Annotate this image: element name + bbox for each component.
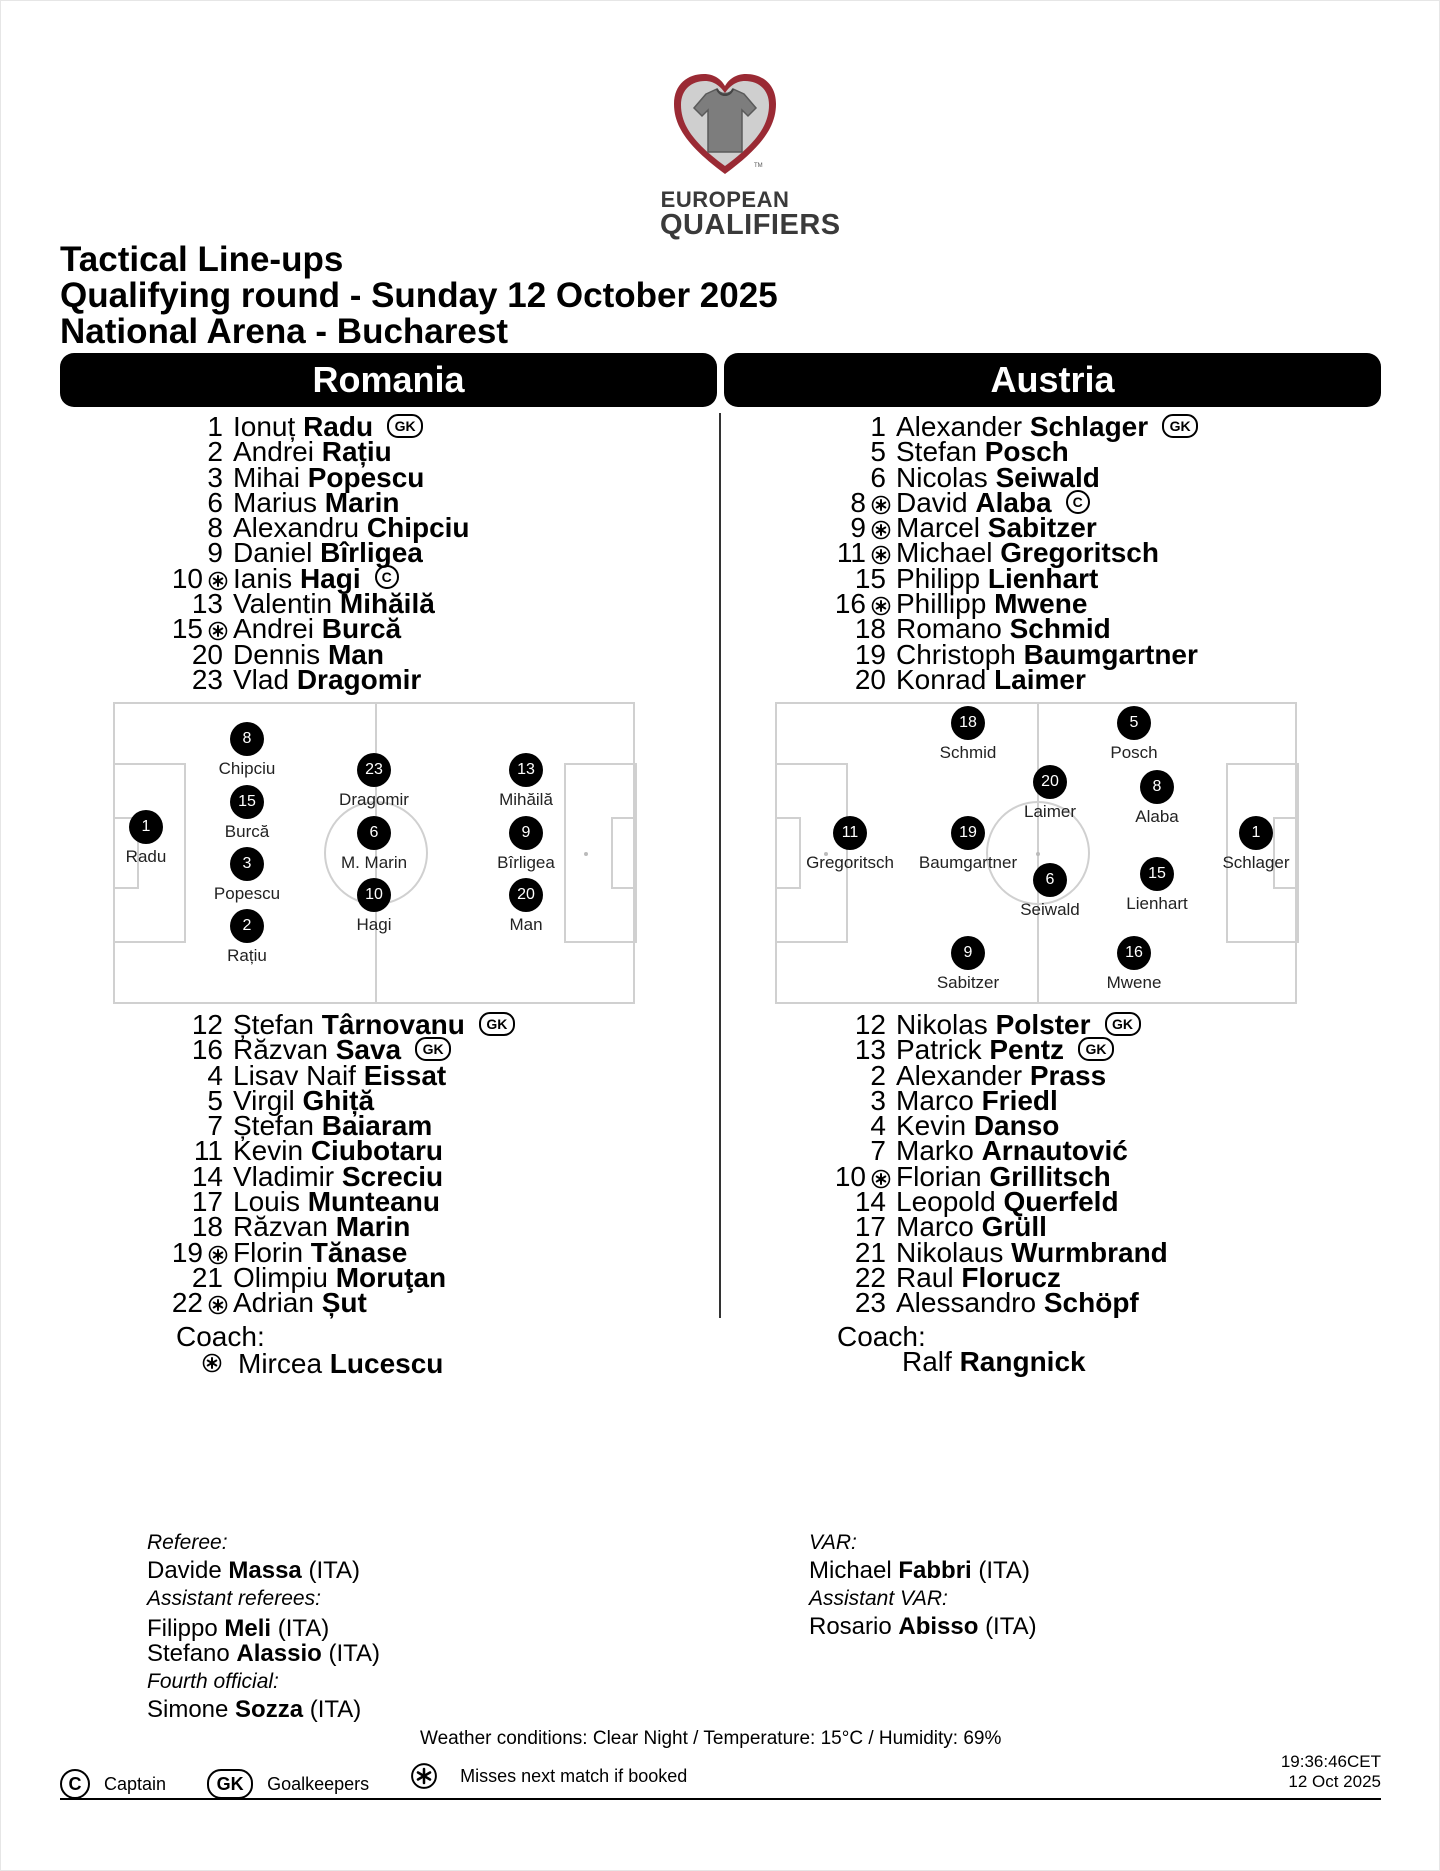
formation-player — [451, 816, 601, 873]
player-first-name: Nikolaus — [896, 1236, 1004, 1268]
shirt-number: 16 — [191, 1034, 223, 1066]
player-row — [191, 663, 470, 695]
formation-player-name: Bîrligea — [497, 853, 555, 872]
player-first-name: Raul — [896, 1261, 954, 1293]
shirt-number-disc: 20 — [509, 878, 543, 912]
away-substitutes-list — [834, 1009, 1168, 1319]
shirt-number-disc: 19 — [951, 816, 985, 850]
formation-player-name: Popescu — [213, 884, 281, 903]
shirt-number: 8 — [850, 486, 866, 518]
formation-player-name: Sabitzer — [936, 973, 1000, 992]
formation-player — [893, 706, 1043, 763]
goalkeeper-icon: GK — [1078, 1037, 1114, 1061]
shirt-number-disc: 2 — [230, 909, 264, 943]
shirt-heart-icon — [670, 70, 780, 178]
shirt-number: 15 — [854, 562, 886, 594]
shirt-number: 8 — [207, 512, 223, 544]
player-first-name: Phillipp — [896, 588, 987, 620]
player-first-name: Olimpiu — [233, 1261, 328, 1293]
player-first-name: Virgil — [233, 1084, 295, 1116]
formation-player-name: Dragomir — [339, 790, 409, 809]
player-first-name: Marius — [233, 486, 318, 518]
timestamp-date: 12 Oct 2025 — [1288, 1772, 1381, 1791]
player-last-name: Man — [327, 638, 384, 670]
shirt-number-disc: 10 — [357, 878, 391, 912]
shirt-number-disc: 9 — [951, 936, 985, 970]
player-last-name: Grillitsch — [989, 1160, 1111, 1192]
formation-player — [451, 753, 601, 810]
formation-player — [451, 878, 601, 935]
player-first-name: Florian — [896, 1160, 982, 1192]
player-first-name: Lisav Naif — [233, 1059, 356, 1091]
player-first-name: Ianis — [233, 562, 293, 594]
shirt-number: 11 — [193, 1135, 223, 1167]
weather-conditions: Weather conditions: Clear Night / Temperature: 15°C / Humidity: 69% — [420, 1728, 1002, 1749]
player-last-name: Querfeld — [1003, 1186, 1119, 1218]
logo-line-qualifiers: QUALIFIERS — [660, 209, 841, 241]
player-first-name: Christoph — [896, 638, 1016, 670]
away-coach-first: Ralf — [902, 1346, 952, 1377]
player-first-name: Marcel — [896, 512, 981, 544]
player-last-name: Marin — [335, 1211, 411, 1243]
formation-player-name: Radu — [125, 847, 167, 866]
shirt-number-disc: 8 — [230, 722, 264, 756]
shirt-number: 10 — [834, 1160, 866, 1192]
goalkeeper-icon: GK — [207, 1769, 253, 1799]
player-first-name: Adrian — [233, 1287, 314, 1319]
player-last-name: Prass — [1029, 1059, 1107, 1091]
booked-star-icon — [871, 518, 891, 543]
shirt-number: 3 — [207, 461, 223, 493]
player-last-name: Schmid — [1009, 613, 1111, 645]
away-coach-last: Rangnick — [959, 1346, 1086, 1377]
formation-player-name: Schlager — [1222, 853, 1290, 872]
player-first-name: Konrad — [896, 663, 987, 695]
player-last-name: Posch — [984, 436, 1069, 468]
formation-player-name: Man — [509, 915, 543, 934]
home-coach-label: Coach: — [176, 1321, 265, 1352]
shirt-number-disc: 15 — [230, 785, 264, 819]
assistant-referee-1: Filippo Meli (ITA) — [147, 1615, 330, 1642]
generated-timestamp — [1281, 1752, 1381, 1792]
player-last-name: Târnovanu — [321, 1009, 465, 1040]
player-first-name: Philipp — [896, 562, 981, 594]
formation-player-name: Mihăilă — [499, 790, 553, 809]
player-first-name: Vladimir — [233, 1160, 335, 1192]
european-qualifiers-logo — [660, 70, 841, 241]
player-first-name: Ionuț — [233, 411, 296, 442]
player-first-name: Kevin — [896, 1110, 967, 1142]
shirt-number: 1 — [207, 411, 223, 442]
shirt-number: 9 — [850, 512, 866, 544]
captain-icon: C — [375, 565, 399, 589]
shirt-number: 23 — [191, 663, 223, 695]
shirt-number: 9 — [207, 537, 223, 569]
shirt-number: 7 — [207, 1110, 223, 1142]
officials-left — [147, 1529, 380, 1724]
player-last-name: Munteanu — [307, 1186, 440, 1218]
shirt-number-disc: 23 — [357, 753, 391, 787]
player-last-name: Polster — [995, 1009, 1091, 1040]
player-first-name: Ștefan — [233, 1009, 314, 1040]
player-last-name: Sava — [335, 1034, 402, 1066]
formation-player-name: Baumgartner — [918, 853, 1018, 872]
player-first-name: Daniel — [233, 537, 313, 569]
player-last-name: Gregoritsch — [1000, 537, 1159, 569]
shirt-number-disc: 1 — [1239, 816, 1273, 850]
player-last-name: Sabitzer — [987, 512, 1097, 544]
player-first-name: Michael — [896, 537, 993, 569]
player-last-name: Danso — [973, 1110, 1060, 1142]
home-coach — [202, 1348, 443, 1380]
shirt-number: 15 — [171, 613, 203, 645]
booked-star-icon — [871, 493, 891, 518]
goalkeeper-icon: GK — [1105, 1012, 1141, 1036]
formation-player — [299, 816, 449, 873]
shirt-number-disc: 11 — [833, 816, 867, 850]
home-starting-list — [171, 411, 470, 695]
home-coach-last: Lucescu — [329, 1348, 444, 1379]
player-first-name: Alessandro — [896, 1287, 1037, 1319]
team-header-away: Austria — [724, 353, 1381, 407]
player-last-name: Pentz — [989, 1034, 1065, 1066]
formation-player-name: Burcă — [224, 822, 270, 841]
player-first-name: David — [896, 486, 968, 518]
shirt-number-disc: 6 — [357, 816, 391, 850]
player-first-name: Romano — [896, 613, 1002, 645]
formation-player — [1082, 857, 1232, 914]
player-first-name: Vlad — [233, 663, 290, 695]
player-last-name: Lienhart — [987, 562, 1099, 594]
shirt-number: 11 — [836, 537, 866, 569]
player-last-name: Schlager — [1029, 411, 1149, 442]
player-first-name: Nikolas — [896, 1009, 988, 1040]
shirt-number: 2 — [870, 1059, 886, 1091]
player-last-name: Moruţan — [335, 1261, 447, 1293]
player-last-name: Baiaram — [321, 1110, 433, 1142]
formation-player-name: Mwene — [1106, 973, 1162, 992]
formation-player-name: Gregoritsch — [806, 853, 894, 872]
player-last-name: Schöpf — [1043, 1287, 1139, 1319]
player-first-name: Alexandru — [233, 512, 360, 544]
player-first-name: Mihai — [233, 461, 300, 493]
player-first-name: Marko — [896, 1135, 974, 1167]
player-first-name: Răzvan — [233, 1034, 328, 1066]
shirt-number: 19 — [854, 638, 886, 670]
player-last-name: Rațiu — [321, 436, 392, 468]
var-label: VAR: — [809, 1531, 857, 1554]
player-first-name: Louis — [233, 1186, 300, 1218]
formation-player-name: Posch — [1110, 743, 1158, 762]
shirt-number: 18 — [191, 1211, 223, 1243]
away-coach — [902, 1346, 1086, 1378]
legend — [60, 1762, 723, 1799]
player-first-name: Răzvan — [233, 1211, 328, 1243]
formation-player-name: Laimer — [1024, 802, 1076, 821]
player-first-name: Patrick — [896, 1034, 982, 1066]
player-first-name: Kevin — [233, 1135, 304, 1167]
shirt-number: 5 — [870, 436, 886, 468]
player-last-name: Ghiță — [302, 1084, 375, 1116]
assistant-var-label: Assistant VAR: — [809, 1587, 948, 1610]
shirt-number-disc: 20 — [1033, 765, 1067, 799]
player-last-name: Bîrligea — [320, 537, 423, 569]
shirt-number: 13 — [191, 588, 223, 620]
officials-right — [809, 1529, 1037, 1641]
shirt-number: 4 — [870, 1110, 886, 1142]
shirt-number: 6 — [207, 486, 223, 518]
player-first-name: Marco — [896, 1084, 974, 1116]
column-divider — [719, 413, 721, 1318]
player-last-name: Alaba — [975, 486, 1052, 518]
shirt-number-disc: 18 — [951, 706, 985, 740]
captain-icon: C — [60, 1769, 90, 1799]
shirt-number: 23 — [854, 1287, 886, 1319]
assistant-var-official: Rosario Abisso (ITA) — [809, 1613, 1037, 1640]
player-last-name: Chipciu — [366, 512, 470, 544]
player-last-name: Mihăilă — [339, 588, 435, 620]
shirt-number: 22 — [171, 1287, 203, 1319]
formation-player — [893, 936, 1043, 993]
assistant-referee-2: Stefano Alassio (ITA) — [147, 1640, 380, 1667]
legend-booked: Misses next match if booked — [410, 1762, 687, 1790]
shirt-number: 10 — [171, 562, 203, 594]
shirt-number-disc: 3 — [230, 847, 264, 881]
var-official: Michael Fabbri (ITA) — [809, 1557, 1030, 1584]
shirt-number-disc: 8 — [1140, 770, 1174, 804]
formation-player-name: Alaba — [1135, 807, 1179, 826]
logo-line-european: EUROPEAN — [660, 187, 790, 212]
player-last-name: Popescu — [307, 461, 425, 493]
formation-player-name: M. Marin — [340, 853, 408, 872]
fourth-official-label: Fourth official: — [147, 1670, 279, 1693]
player-last-name: Marin — [324, 486, 400, 518]
player-first-name: Ștefan — [233, 1110, 314, 1142]
formation-player — [299, 878, 449, 935]
player-last-name: Hagi — [299, 562, 361, 594]
formation-player-name: Hagi — [356, 915, 392, 934]
formation-player-name: Rațiu — [227, 946, 267, 965]
player-last-name: Wurmbrand — [1011, 1236, 1168, 1268]
shirt-number: 7 — [870, 1135, 886, 1167]
shirt-number-disc: 15 — [1140, 857, 1174, 891]
shirt-number: 12 — [854, 1009, 886, 1040]
player-last-name: Eissat — [363, 1059, 447, 1091]
player-first-name: Stefan — [896, 436, 977, 468]
referee: Davide Massa (ITA) — [147, 1557, 360, 1584]
player-row — [171, 1287, 515, 1319]
shirt-number: 21 — [854, 1236, 886, 1268]
shirt-number: 13 — [854, 1034, 886, 1066]
player-last-name: Mwene — [994, 588, 1088, 620]
shirt-number: 5 — [207, 1084, 223, 1116]
page-heading — [60, 242, 778, 350]
footer-rule — [60, 1798, 1381, 1800]
heading-venue: National Arena - Bucharest — [60, 312, 508, 351]
home-substitutes-list — [171, 1009, 515, 1319]
player-first-name: Marco — [896, 1211, 974, 1243]
fourth-official: Simone Sozza (ITA) — [147, 1696, 362, 1723]
home-coach-first: Mircea — [238, 1348, 323, 1379]
booked-star-icon — [202, 1353, 222, 1373]
shirt-number: 6 — [870, 461, 886, 493]
player-last-name: Șut — [321, 1287, 367, 1319]
legend-captain: C Captain — [60, 1769, 166, 1799]
formation-player — [299, 753, 449, 810]
player-first-name: Dennis — [233, 638, 321, 670]
shirt-number: 12 — [191, 1009, 223, 1040]
player-last-name: Seiwald — [995, 461, 1100, 493]
player-first-name: Florin — [233, 1236, 304, 1268]
goalkeeper-icon: GK — [415, 1037, 451, 1061]
player-row — [854, 663, 1198, 695]
shirt-number: 17 — [854, 1211, 886, 1243]
player-first-name: Alexander — [896, 1059, 1023, 1091]
tm-mark: TM — [754, 163, 763, 169]
shirt-number: 22 — [854, 1261, 886, 1293]
shirt-number: 20 — [854, 663, 886, 695]
player-last-name: Grüll — [981, 1211, 1047, 1243]
captain-icon: C — [1066, 490, 1090, 514]
player-first-name: Nicolas — [896, 461, 988, 493]
shirt-number: 1 — [870, 411, 886, 442]
player-first-name: Valentin — [233, 588, 333, 620]
shirt-number: 21 — [191, 1261, 223, 1293]
player-last-name: Laimer — [994, 663, 1086, 695]
shirt-number: 4 — [207, 1059, 223, 1091]
player-last-name: Baumgartner — [1023, 638, 1198, 670]
player-last-name: Florucz — [961, 1261, 1061, 1293]
player-last-name: Dragomir — [296, 663, 422, 695]
formation-player-name: Lienhart — [1126, 894, 1188, 913]
player-last-name: Ciubotaru — [310, 1135, 444, 1167]
goalkeeper-icon: GK — [387, 414, 423, 438]
heading-title: Tactical Line-ups — [60, 240, 344, 279]
shirt-number-disc: 1 — [129, 810, 163, 844]
shirt-number-disc: 16 — [1117, 936, 1151, 970]
shirt-number: 20 — [191, 638, 223, 670]
timestamp-time: 19:36:46CET — [1280, 1752, 1381, 1771]
away-coach-label: Coach: — [837, 1321, 926, 1352]
heading-round-date: Qualifying round - Sunday 12 October 2025 — [60, 276, 778, 315]
player-row — [854, 1287, 1168, 1319]
referee-label: Referee: — [147, 1531, 228, 1554]
player-last-name: Arnautović — [981, 1135, 1128, 1167]
shirt-number: 2 — [207, 436, 223, 468]
player-last-name: Friedl — [981, 1084, 1058, 1116]
away-starting-list — [834, 411, 1198, 695]
shirt-number-disc: 13 — [509, 753, 543, 787]
player-last-name: Burcă — [321, 613, 402, 645]
shirt-number: 3 — [870, 1084, 886, 1116]
formation-player-name: Seiwald — [1020, 900, 1080, 919]
shirt-number: 17 — [191, 1186, 223, 1218]
formation-player — [1059, 706, 1209, 763]
shirt-number: 14 — [191, 1160, 223, 1192]
shirt-number: 18 — [854, 613, 886, 645]
assistant-referees-label: Assistant referees: — [147, 1587, 321, 1610]
player-first-name: Andrei — [233, 436, 314, 468]
player-first-name: Andrei — [233, 613, 314, 645]
goalkeeper-icon: GK — [1162, 414, 1198, 438]
shirt-number: 14 — [854, 1186, 886, 1218]
player-last-name: Tănase — [310, 1236, 408, 1268]
shirt-number-disc: 6 — [1033, 863, 1067, 897]
player-last-name: Screciu — [341, 1160, 444, 1192]
player-first-name: Leopold — [896, 1186, 996, 1218]
shirt-number-disc: 9 — [509, 816, 543, 850]
formation-player — [1059, 936, 1209, 993]
formation-player-name: Schmid — [939, 743, 997, 762]
player-first-name: Alexander — [896, 411, 1023, 442]
shirt-number: 16 — [834, 588, 866, 620]
booked-star-icon — [208, 1293, 228, 1318]
shirt-number-disc: 5 — [1117, 706, 1151, 740]
player-last-name: Radu — [303, 411, 374, 442]
shirt-number: 19 — [171, 1236, 203, 1268]
goalkeeper-icon: GK — [479, 1012, 515, 1036]
legend-goalkeepers: GK Goalkeepers — [207, 1769, 369, 1799]
booked-star-icon — [410, 1762, 438, 1790]
formation-player-name: Chipciu — [218, 759, 276, 778]
team-header-home: Romania — [60, 353, 717, 407]
